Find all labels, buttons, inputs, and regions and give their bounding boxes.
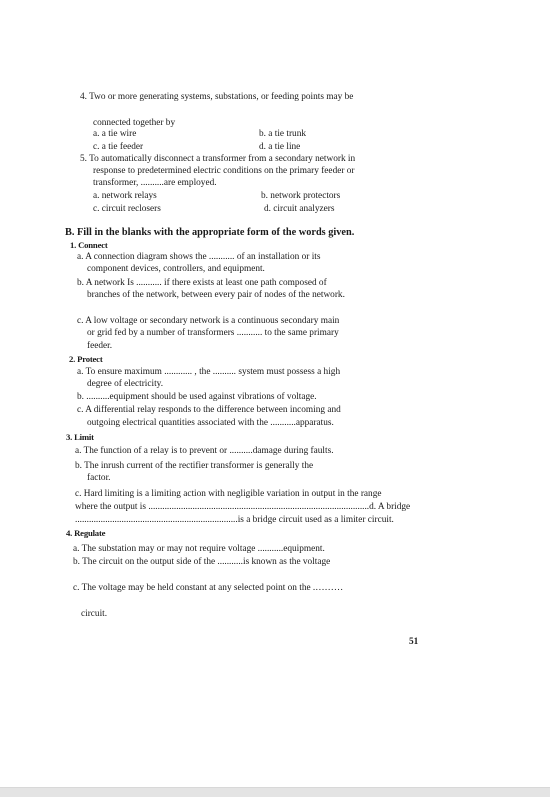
- question-5-option-d: d. circuit analyzers: [264, 204, 335, 214]
- limit-item-a: a. The function of a relay is to prevent or ..........damage during faults.: [75, 446, 334, 456]
- question-5-option-a: a. network relays: [93, 191, 157, 201]
- question-4-option-b: b. a tie trunk: [259, 129, 306, 139]
- regulate-item-a: a. The substation may or may not require voltage ...........equipment.: [73, 544, 325, 554]
- protect-item-a: a. To ensure maximum ............ , the .......... system must possess a high: [77, 367, 341, 377]
- limit-item-c: c. Hard limiting is a limiting action with negligible variation in output in the range: [75, 489, 382, 499]
- question-5-text: 5. To automatically disconnect a transformer from a secondary network in: [80, 154, 356, 164]
- question-4-option-d: d. a tie line: [259, 142, 301, 152]
- protect-item-b: b. ..........equipment should be used against vibrations of voltage.: [77, 392, 317, 402]
- protect-subheading: 2. Protect: [69, 354, 103, 364]
- connect-item-c-cont2: feeder.: [87, 341, 113, 351]
- protect-item-a-cont: degree of electricity.: [87, 379, 164, 389]
- question-5-text-cont: response to predetermined electric conditions on the primary feeder or: [93, 166, 355, 176]
- question-4-text: 4. Two or more generating systems, substations, or feeding points may be: [80, 92, 354, 102]
- limit-item-c-cont2: ......................................................................is a bridge circuit used as a limiter circuit.: [75, 515, 394, 525]
- question-4-option-c: c. a tie feeder: [93, 142, 144, 152]
- limit-item-b: b. The inrush current of the rectifier transformer is generally the: [75, 461, 314, 471]
- regulate-item-c: c. The voltage may be held constant at any selected point on the .………: [73, 583, 344, 593]
- question-5-option-b: b. network protectors: [261, 191, 341, 201]
- limit-subheading: 3. Limit: [66, 432, 94, 442]
- question-5-option-c: c. circuit reclosers: [93, 204, 161, 214]
- protect-item-c-cont: outgoing electrical quantities associated with the ...........apparatus.: [87, 418, 334, 428]
- question-5-text-cont2: transformer, ..........are employed.: [93, 178, 217, 188]
- viewer-bottom-bar: [0, 787, 550, 797]
- regulate-item-c-cont: circuit.: [81, 609, 108, 619]
- page-number: 51: [409, 637, 419, 647]
- question-4-option-a: a. a tie wire: [93, 129, 137, 139]
- connect-item-a-cont: component devices, controllers, and equipment.: [87, 264, 265, 274]
- connect-item-a: a. A connection diagram shows the ........... of an installation or its: [77, 252, 321, 262]
- regulate-subheading: 4. Regulate: [66, 528, 106, 538]
- connect-item-b-cont: branches of the network, between every pair of nodes of the network.: [87, 290, 345, 300]
- regulate-item-b: b. The circuit on the output side of the ...........is known as the voltage: [73, 557, 331, 567]
- connect-item-c: c. A low voltage or secondary network is a continuous secondary main: [77, 316, 340, 326]
- connect-subheading: 1. Connect: [70, 240, 108, 250]
- question-4-text-cont: connected together by: [93, 118, 176, 128]
- connect-item-c-cont: or grid fed by a number of transformers ........... to the same primary: [87, 328, 339, 338]
- limit-item-c-cont: where the output is ...............................................................................................d. A bridge: [75, 502, 411, 512]
- section-b-heading: B. Fill in the blanks with the appropriate form of the words given.: [65, 227, 355, 238]
- connect-item-b: b. A network Is ........... if there exists at least one path composed of: [77, 278, 327, 288]
- protect-item-c: c. A differential relay responds to the difference between incoming and: [77, 405, 341, 415]
- limit-item-b-cont: factor.: [87, 473, 111, 483]
